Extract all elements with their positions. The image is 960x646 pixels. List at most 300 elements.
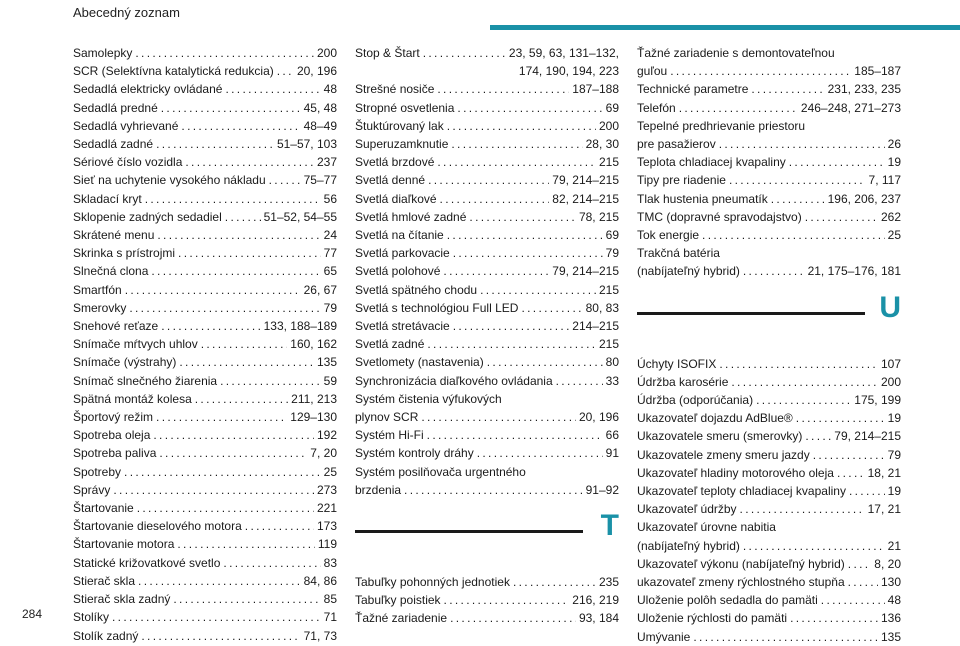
index-entry-pages: 65 bbox=[323, 264, 337, 279]
index-entry-pages: 200 bbox=[598, 118, 619, 133]
section-divider bbox=[355, 511, 619, 573]
index-entry-pages: 211, 213 bbox=[291, 391, 337, 406]
index-entry bbox=[73, 117, 337, 135]
index-entry-label: Svetlá brzdové bbox=[355, 155, 435, 170]
index-entry-label: Skladací kryt bbox=[73, 191, 142, 206]
index-entry-pages: 187–188 bbox=[572, 82, 619, 97]
index-entry-row bbox=[637, 99, 901, 117]
index-entry bbox=[73, 335, 337, 353]
index-entry bbox=[637, 464, 901, 482]
index-entry-label: Smartfón bbox=[73, 282, 122, 297]
index-entry-row bbox=[355, 444, 619, 462]
index-entry-pages: 192 bbox=[316, 428, 337, 443]
dot-leader bbox=[805, 208, 878, 226]
index-entry bbox=[355, 44, 619, 80]
index-entry bbox=[637, 555, 901, 573]
index-entry-row bbox=[637, 373, 901, 391]
section-divider bbox=[637, 290, 901, 355]
index-entry-pages: 77 bbox=[323, 246, 337, 261]
index-entry-pages: 78, 215 bbox=[578, 209, 619, 224]
index-entry-row bbox=[355, 99, 619, 117]
index-entry-row bbox=[355, 426, 619, 444]
index-entry-pages: 51–52, 54–55 bbox=[263, 209, 337, 224]
index-entry-label: (nabíjateľný hybrid) bbox=[637, 538, 740, 553]
index-entry-label: Technické parametre bbox=[637, 82, 749, 97]
index-entry bbox=[355, 208, 619, 226]
index-entry-row bbox=[637, 573, 901, 591]
index-entry-label: Údržba karosérie bbox=[637, 374, 729, 389]
index-entry-pages-continued: 174, 190, 194, 223 bbox=[518, 64, 619, 79]
index-entry-pages: 130 bbox=[880, 575, 901, 590]
index-entry bbox=[73, 463, 337, 481]
dot-leader bbox=[453, 244, 603, 262]
index-entry bbox=[355, 573, 619, 591]
index-entry-pages: 237 bbox=[316, 155, 337, 170]
dot-leader bbox=[513, 573, 596, 591]
index-entry-pages: 83 bbox=[323, 555, 337, 570]
dot-leader bbox=[457, 99, 602, 117]
dot-leader bbox=[201, 335, 288, 353]
index-entry-pages: 26, 67 bbox=[303, 282, 337, 297]
index-entry-row bbox=[637, 135, 901, 153]
index-entry-row bbox=[73, 335, 337, 353]
index-entry-label: Ukazovateľ údržby bbox=[637, 502, 737, 517]
index-entry-row bbox=[73, 226, 337, 244]
index-entry-pages: 246–248, 271–273 bbox=[800, 100, 901, 115]
index-entry-row bbox=[73, 317, 337, 335]
index-entry-row bbox=[355, 244, 619, 262]
dot-leader bbox=[177, 535, 314, 553]
index-entry bbox=[637, 44, 901, 80]
index-entry-pages: 8, 20 bbox=[874, 556, 901, 571]
index-entry-label: Sedadlá predné bbox=[73, 100, 158, 115]
dot-leader bbox=[440, 190, 550, 208]
index-entry-row bbox=[355, 226, 619, 244]
index-entry-pages: 93, 184 bbox=[578, 611, 619, 626]
index-entry-row bbox=[637, 153, 901, 171]
index-entry-label: Svetlá polohové bbox=[355, 264, 441, 279]
dot-leader bbox=[269, 171, 301, 189]
dot-leader bbox=[223, 554, 320, 572]
index-entry-label: Skrátené menu bbox=[73, 228, 155, 243]
index-entry-row bbox=[637, 537, 901, 555]
index-entry-pages: 71, 73 bbox=[303, 628, 337, 643]
index-entry-pages: 19 bbox=[887, 411, 901, 426]
index-entry-pages: 48 bbox=[323, 82, 337, 97]
index-entry bbox=[73, 80, 337, 98]
index-entry-label: Ukazovateľ dojazdu AdBlue® bbox=[637, 411, 793, 426]
index-entry bbox=[637, 609, 901, 627]
index-entry-row bbox=[637, 262, 901, 280]
index-entry-label: Ukazovateľ hladiny motorového oleja bbox=[637, 465, 834, 480]
index-entry-pages: 24 bbox=[323, 228, 337, 243]
index-entry bbox=[637, 409, 901, 427]
index-entry-label: Svetlá spätného chodu bbox=[355, 282, 478, 297]
index-entry-pages: 19 bbox=[887, 155, 901, 170]
index-entry-label: pre pasažierov bbox=[637, 137, 716, 152]
index-entry bbox=[637, 99, 901, 117]
dot-leader bbox=[480, 281, 596, 299]
index-entry-pages: 71 bbox=[323, 610, 337, 625]
index-entry bbox=[637, 80, 901, 98]
index-entry-row bbox=[73, 426, 337, 444]
index-entry-row bbox=[73, 62, 337, 80]
dot-leader bbox=[679, 99, 798, 117]
index-entry-label: Synchronizácia diaľkového ovládania bbox=[355, 373, 553, 388]
index-entry-label: Svetlá stretávacie bbox=[355, 319, 450, 334]
index-entry-pages: 119 bbox=[317, 537, 337, 552]
index-entry bbox=[73, 226, 337, 244]
dot-leader bbox=[756, 391, 851, 409]
index-entry-label: Snímače (výstrahy) bbox=[73, 355, 177, 370]
index-entry-label: Teplota chladiacej kvapaliny bbox=[637, 155, 786, 170]
index-entry-pages: 84, 86 bbox=[303, 573, 337, 588]
index-entry-pages: 80 bbox=[605, 355, 619, 370]
index-entry-row bbox=[637, 555, 901, 573]
index-entry-pages: 85 bbox=[323, 592, 337, 607]
dot-leader bbox=[796, 409, 885, 427]
dot-leader bbox=[743, 262, 805, 280]
index-entry bbox=[637, 117, 901, 153]
index-entry-pages: 51–57, 103 bbox=[276, 137, 337, 152]
index-entry-prefix: Trakčná batéria bbox=[637, 246, 720, 261]
dot-leader bbox=[743, 537, 885, 555]
index-entry-pages: 21, 175–176, 181 bbox=[807, 264, 901, 279]
index-entry-label: Superuzamknutie bbox=[355, 137, 449, 152]
dot-leader bbox=[220, 372, 321, 390]
index-entry-label: Úchyty ISOFIX bbox=[637, 356, 717, 371]
index-entry-row bbox=[73, 80, 337, 98]
dot-leader bbox=[813, 446, 885, 464]
index-entry-row bbox=[637, 171, 901, 189]
index-entry-pages: 200 bbox=[316, 46, 337, 60]
index-entry-pages: 79, 214–215 bbox=[552, 173, 619, 188]
index-entry bbox=[73, 627, 337, 645]
index-entry-pages: 69 bbox=[605, 100, 619, 115]
index-entry-pages: 175, 199 bbox=[854, 393, 901, 408]
index-entry-pages: 79 bbox=[887, 447, 901, 462]
index-entry-label: Správy bbox=[73, 482, 111, 497]
index-entry-row bbox=[355, 208, 619, 226]
dot-leader bbox=[719, 355, 878, 373]
index-entry-row bbox=[73, 244, 337, 262]
index-entry bbox=[637, 171, 901, 189]
index-entry bbox=[355, 609, 619, 627]
index-entry-pages: 28, 30 bbox=[585, 137, 619, 152]
index-entry-pages: 160, 162 bbox=[290, 337, 337, 352]
index-entry-label: Stierač skla zadný bbox=[73, 592, 171, 607]
section-letter: U bbox=[879, 290, 901, 324]
index-entry-pages: 196, 206, 237 bbox=[827, 191, 901, 206]
index-entry bbox=[73, 262, 337, 280]
index-entry bbox=[355, 353, 619, 371]
index-entry-row bbox=[355, 573, 619, 591]
index-entry-label: Štartovanie motora bbox=[73, 537, 175, 552]
index-entry-label: Smerovky bbox=[73, 300, 127, 315]
dot-leader bbox=[477, 444, 603, 462]
section-rule bbox=[637, 312, 865, 315]
dot-leader bbox=[487, 353, 603, 371]
index-entry-pages: 19 bbox=[887, 484, 901, 499]
index-entry-row bbox=[73, 153, 337, 171]
dot-leader bbox=[821, 591, 885, 609]
index-entry-label: Svetlá diaľkové bbox=[355, 191, 437, 206]
dot-leader bbox=[837, 464, 865, 482]
index-entry-row bbox=[73, 390, 337, 408]
index-entry bbox=[637, 355, 901, 373]
index-entry-label: Snímač slnečného žiarenia bbox=[73, 373, 218, 388]
index-entry-row bbox=[637, 609, 901, 627]
dot-leader bbox=[447, 117, 596, 135]
index-entry-label: Snímače mŕtvych uhlov bbox=[73, 337, 198, 352]
index-entry-label: Športový režim bbox=[73, 410, 154, 425]
index-entry bbox=[73, 244, 337, 262]
dot-leader bbox=[428, 171, 549, 189]
dot-leader bbox=[179, 353, 314, 371]
dot-leader bbox=[848, 573, 878, 591]
index-entry bbox=[637, 482, 901, 500]
index-entry bbox=[355, 80, 619, 98]
dot-leader bbox=[125, 281, 301, 299]
index-entry-row bbox=[355, 591, 619, 609]
index-entry-label: Štuktúrovaný lak bbox=[355, 118, 444, 133]
index-entry bbox=[73, 190, 337, 208]
dot-leader bbox=[702, 226, 885, 244]
index-entry-pages: 82, 214–215 bbox=[552, 191, 619, 206]
index-entry-row bbox=[73, 499, 337, 517]
index-entry bbox=[73, 281, 337, 299]
dot-leader bbox=[670, 62, 851, 80]
dot-leader bbox=[277, 62, 294, 80]
index-entry-pages: 21 bbox=[887, 538, 901, 553]
index-entry-pages: 129–130 bbox=[290, 410, 337, 425]
section-letter: T bbox=[600, 509, 619, 543]
index-entry-row bbox=[73, 481, 337, 499]
dot-leader bbox=[141, 627, 300, 645]
index-entry bbox=[73, 426, 337, 444]
dot-leader bbox=[740, 500, 865, 518]
index-entry bbox=[73, 517, 337, 535]
index-entry-label: brzdenia bbox=[355, 482, 402, 497]
dot-leader bbox=[156, 408, 287, 426]
index-entry-row bbox=[355, 353, 619, 371]
index-entry-row bbox=[355, 481, 619, 499]
index-entry-row bbox=[73, 444, 337, 462]
index-entry-pages: 79 bbox=[323, 300, 337, 315]
index-entry-row bbox=[73, 590, 337, 608]
index-entry-row bbox=[355, 335, 619, 353]
index-entry-label: Ťažné zariadenie bbox=[355, 611, 448, 626]
index-entry-label: Ukazovateľ výkonu (nabíjateľný hybrid) bbox=[637, 556, 845, 571]
index-entry bbox=[355, 244, 619, 262]
index-entry-row bbox=[637, 591, 901, 609]
index-entry bbox=[355, 281, 619, 299]
dot-leader bbox=[137, 499, 314, 517]
index-entry-pages: 69 bbox=[605, 228, 619, 243]
index-entry-row bbox=[355, 299, 619, 317]
index-entry-row bbox=[73, 281, 337, 299]
index-entry bbox=[637, 153, 901, 171]
index-entry-row bbox=[73, 171, 337, 189]
index-entry-label: Tipy pre riadenie bbox=[637, 173, 726, 188]
index-entry bbox=[637, 518, 901, 554]
index-entry-label: Spätná montáž kolesa bbox=[73, 391, 192, 406]
index-entry bbox=[355, 190, 619, 208]
index-entry-row bbox=[637, 208, 901, 226]
index-entry-row bbox=[355, 153, 619, 171]
dot-leader bbox=[423, 44, 506, 62]
dot-leader bbox=[161, 99, 301, 117]
dot-leader bbox=[404, 481, 583, 499]
index-entry bbox=[73, 99, 337, 117]
dot-leader bbox=[161, 317, 260, 335]
index-entry-pages: 136 bbox=[880, 611, 901, 626]
index-entry-pages: 33 bbox=[605, 373, 619, 388]
index-entry bbox=[73, 444, 337, 462]
index-entry-label: (nabíjateľný hybrid) bbox=[637, 264, 740, 279]
index-entry-pages: 45, 48 bbox=[303, 100, 337, 115]
index-entry-row bbox=[73, 117, 337, 135]
index-entry-label: Spotreba oleja bbox=[73, 428, 151, 443]
dot-leader bbox=[427, 335, 596, 353]
section-rule bbox=[355, 530, 583, 533]
index-entry-row bbox=[637, 62, 901, 80]
index-entry-pages: 25 bbox=[323, 464, 337, 479]
index-entry-label: Štartovanie bbox=[73, 501, 134, 516]
index-entry bbox=[73, 535, 337, 553]
index-entry-label: Sklopenie zadných sedadiel bbox=[73, 209, 222, 224]
index-entry-label: Systém Hi-Fi bbox=[355, 428, 424, 443]
index-entry-row bbox=[355, 609, 619, 627]
index-entry bbox=[73, 299, 337, 317]
index-entry-pages: 48–49 bbox=[303, 118, 337, 133]
index-entry-label: Sedadlá elektricky ovládané bbox=[73, 82, 223, 97]
index-entry bbox=[73, 44, 337, 62]
index-entry-row bbox=[73, 627, 337, 645]
index-entry bbox=[73, 499, 337, 517]
index-entry bbox=[73, 317, 337, 335]
index-entry bbox=[355, 591, 619, 609]
index-entry-pages: 214–215 bbox=[572, 319, 619, 334]
index-entry-prefix: Systém posilňovača urgentného bbox=[355, 464, 526, 479]
index-entry bbox=[73, 408, 337, 426]
index-entry bbox=[355, 171, 619, 189]
index-entry-pages: 221 bbox=[316, 501, 337, 516]
index-entry-row bbox=[637, 482, 901, 500]
index-entry-label: Svetlomety (nastavenia) bbox=[355, 355, 484, 370]
index-entry-label: SCR (Selektívna katalytická redukcia) bbox=[73, 64, 274, 79]
index-entry-pages: 216, 219 bbox=[572, 593, 619, 608]
index-entry-pages: 7, 20 bbox=[310, 446, 337, 461]
index-entry bbox=[73, 590, 337, 608]
index-entry-pages: 215 bbox=[598, 337, 619, 352]
index-entry-row bbox=[355, 408, 619, 426]
index-entry-row bbox=[355, 262, 619, 280]
index-entry bbox=[355, 463, 619, 499]
dot-leader bbox=[719, 135, 885, 153]
index-entry bbox=[73, 135, 337, 153]
index-entry bbox=[73, 208, 337, 226]
index-entry-label: TMC (dopravné spravodajstvo) bbox=[637, 209, 802, 224]
index-entry bbox=[637, 427, 901, 445]
dot-leader bbox=[156, 135, 274, 153]
dot-leader bbox=[135, 44, 314, 62]
index-entry-row bbox=[73, 190, 337, 208]
index-entry-row bbox=[637, 355, 901, 373]
index-entry-row bbox=[637, 464, 901, 482]
dot-leader bbox=[444, 591, 570, 609]
dot-leader bbox=[849, 482, 885, 500]
index-entry-label: Strešné nosiče bbox=[355, 82, 435, 97]
header-accent-bar bbox=[490, 25, 960, 30]
dot-leader bbox=[729, 171, 866, 189]
index-entry-label: Sedadlá zadné bbox=[73, 137, 154, 152]
index-entry-row bbox=[73, 135, 337, 153]
index-entry-row bbox=[355, 372, 619, 390]
index-entry-pages: 135 bbox=[880, 629, 901, 644]
index-entry-row bbox=[637, 190, 901, 208]
index-entry-row bbox=[73, 554, 337, 572]
index-entry-label: plynov SCR bbox=[355, 410, 419, 425]
index-entry-pages: 273 bbox=[316, 482, 337, 497]
dot-leader bbox=[129, 299, 320, 317]
index-entry-pages: 135 bbox=[316, 355, 337, 370]
index-entry-label: Svetlá s technológiou Full LED bbox=[355, 300, 519, 315]
dot-leader bbox=[153, 426, 314, 444]
index-entry-pages: 185–187 bbox=[854, 64, 901, 79]
index-entry bbox=[355, 99, 619, 117]
index-entry bbox=[355, 299, 619, 317]
index-entry bbox=[637, 190, 901, 208]
index-entry-pages: 80, 83 bbox=[585, 300, 619, 315]
dot-leader bbox=[195, 390, 288, 408]
dot-leader bbox=[124, 463, 321, 481]
index-entry bbox=[355, 335, 619, 353]
index-entry-label: Sieť na uchytenie vysokého nákladu bbox=[73, 173, 266, 188]
dot-leader bbox=[151, 262, 320, 280]
index-entry-prefix: Ťažné zariadenie s demontovateľnou bbox=[637, 46, 835, 60]
index-entry-pages: 20, 196 bbox=[578, 410, 619, 425]
index-entry-row bbox=[637, 226, 901, 244]
dot-leader bbox=[225, 208, 261, 226]
dot-leader bbox=[453, 317, 570, 335]
index-entry bbox=[637, 591, 901, 609]
index-entry bbox=[355, 317, 619, 335]
dot-leader bbox=[848, 555, 872, 573]
index-entry-row bbox=[355, 117, 619, 135]
page-header-title: Abecedný zoznam bbox=[73, 5, 180, 20]
index-entry-row bbox=[355, 190, 619, 208]
index-entry-label: Stierač skla bbox=[73, 573, 136, 588]
page-number: 284 bbox=[22, 607, 43, 621]
index-entry-label: ukazovateľ zmeny rýchlostného stupňa bbox=[637, 575, 845, 590]
index-entry bbox=[73, 572, 337, 590]
index-entry-row bbox=[355, 80, 619, 98]
index-entry-label: Tabuľky pohonných jednotiek bbox=[355, 575, 510, 590]
index-entry bbox=[355, 372, 619, 390]
index-entry-pages: 26 bbox=[887, 137, 901, 152]
index-entry-label: Stolíky bbox=[73, 610, 110, 625]
index-entry-prefix: Ukazovateľ úrovne nabitia bbox=[637, 520, 776, 535]
index-entry-pages: 79, 214–215 bbox=[834, 429, 901, 444]
dot-leader bbox=[159, 444, 307, 462]
dot-leader bbox=[181, 117, 300, 135]
index-entry-pages: 215 bbox=[598, 282, 619, 297]
index-entry-row bbox=[73, 353, 337, 371]
index-entry-pages: 25 bbox=[887, 228, 901, 243]
index-entry-pages: 79 bbox=[605, 246, 619, 261]
dot-leader bbox=[421, 408, 576, 426]
